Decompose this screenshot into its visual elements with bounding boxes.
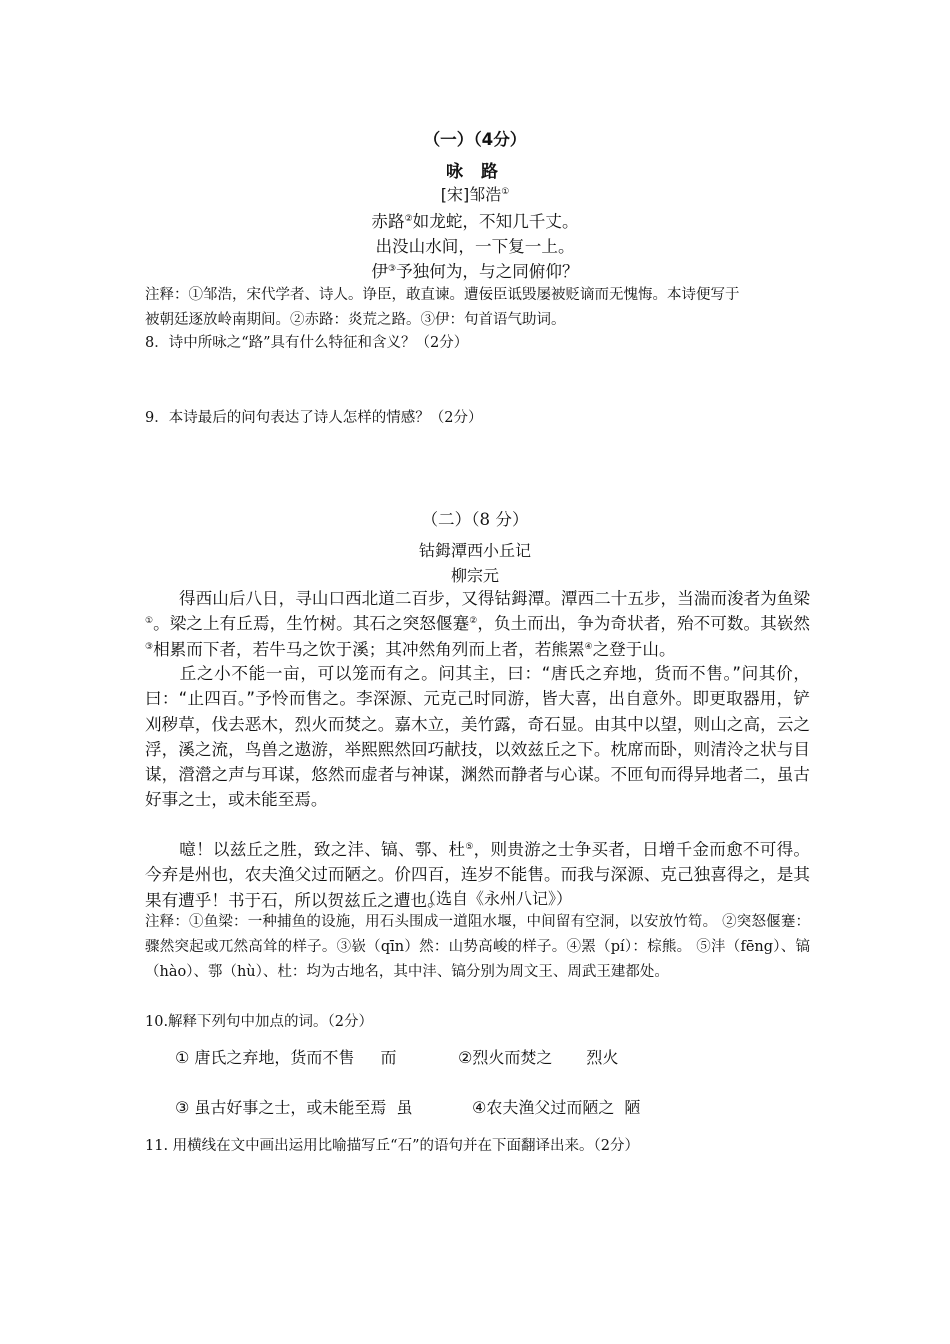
poem-note-line-2: 被朝廷逐放岭南期间。②赤路：炎荒之路。③伊：句首语气助词。: [145, 312, 566, 328]
part1-heading: （一）（4分）: [423, 130, 527, 149]
essay-title: 钴鉧潭西小丘记: [418, 541, 531, 560]
poem-line-1: 赤路②如龙蛇，不知几千丈。: [371, 212, 579, 231]
essay-paragraph-3: 噫！以兹丘之胜，致之沣、镐、鄠、杜⑤，则贵游之士争买者，日增千金而愈不可得。今弃是州也，农夫渔父过而陋之。价四百，连岁不能售。而我与深源、克己独喜得之，是其果有遭乎！书于石，所以贺兹丘之遭也。: [145, 840, 811, 910]
q10-item-1: ① 唐氏之弃地，货而不售 而: [175, 1048, 397, 1067]
question-9: 9．本诗最后的问句表达了诗人怎样的情感？（2分）: [145, 410, 483, 426]
q10-item-2: ②烈火而焚之 烈火: [458, 1048, 619, 1067]
essay-notes: 注释：①鱼梁：一种捕鱼的设施，用石头围成一道阻水堰，中间留有空洞，以安放竹笱。 ②突怒偃蹇：骤然突起或兀然高耸的样子。③嵚（qīn）然：山势高峻的样子。④罴（pí）：棕熊。 ⑤沣（fēng）、镐（hào）、鄠（hù）、杜：均为古地名，其中沣、镐分别为周文王、周武王建都处。: [145, 914, 810, 980]
question-10: 10.解释下列句中加点的词。（2分）: [145, 1014, 374, 1030]
part2-heading: （二）（8 分）: [421, 510, 529, 529]
poem-title: 咏 路: [446, 162, 504, 182]
question-8: 8．诗中所咏之“路”具有什么特征和含义？（2分）: [145, 335, 469, 351]
q10-item-3: ③ 虽古好事之士，或未能至焉 虽: [175, 1098, 413, 1117]
poem-line-2: 出没山水间，一下复一上。: [375, 237, 575, 256]
essay-author: 柳宗元: [450, 566, 499, 585]
essay-paragraph-2: 丘之小不能一亩，可以笼而有之。问其主，曰：“唐氏之弃地，货而不售。”问其价，曰：“止四百。”予怜而售之。李深源、元克己时同游，皆大喜，出自意外。即更取器用，铲刈秽草，伐去恶木，烈火而焚之。嘉木立，美竹露，奇石显。由其中以望，则山之高，云之浮，溪之流，鸟兽之遨游，举熙熙然回巧献技，以效兹丘之下。枕席而卧，则清泠之状与目谋，瀯瀯之声与耳谋，悠然而虚者与神谋，渊然而静者与心谋。不匝旬而得异地者二，虽古好事之士，或未能至焉。: [145, 664, 810, 810]
poem-author-name: [宋]邹浩: [440, 185, 502, 204]
essay-source: （选自《永州八记》）: [420, 889, 573, 908]
question-11: 11. 用横线在文中画出运用比喻描写丘“石”的语句并在下面翻译出来。（2分）: [145, 1138, 639, 1154]
poem-author: [0, 182, 950, 205]
poem-note-line-1: 注释：①邹浩，宋代学者、诗人。诤臣，敢直谏。遭佞臣诋毁屡被贬谪而无愧悔。本诗便写于: [145, 287, 740, 303]
essay-paragraph-1: 得西山后八日，寻山口西北道二百步，又得钴鉧潭。潭西二十五步，当湍而浚者为鱼梁①。梁之上有丘焉，生竹树。其石之突怒偃蹇②，负土而出，争为奇状者，殆不可数。其嵚然③相累而下者，若牛马之饮于溪；其冲然角列而上者，若熊罴④之登于山。: [145, 589, 811, 659]
poem-line-3: 伊③予独何为，与之同俯仰？: [371, 262, 579, 281]
poem-author-mark: ①: [501, 187, 510, 197]
q10-item-4: ④农夫渔父过而陋之 陋: [472, 1098, 641, 1117]
